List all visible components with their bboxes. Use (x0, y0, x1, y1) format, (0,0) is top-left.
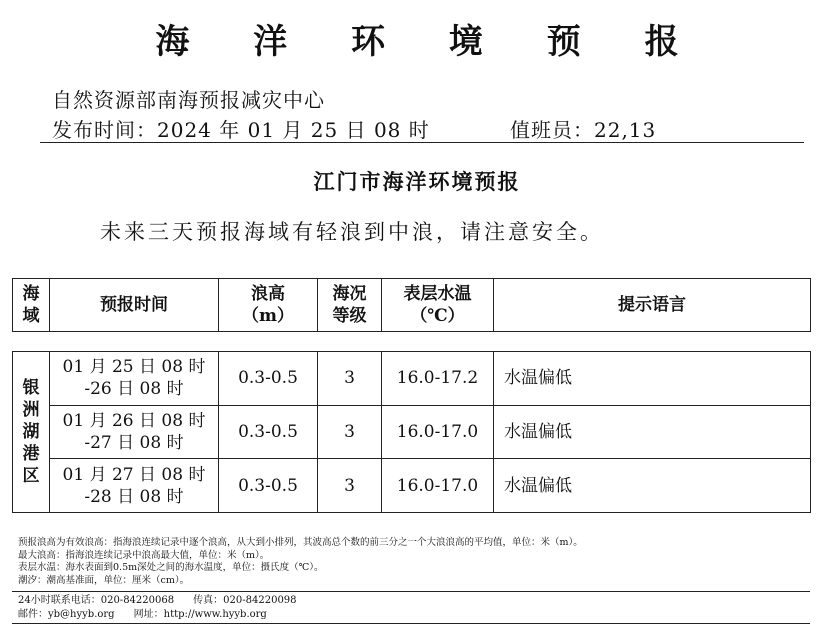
safety-notice: 未来三天预报海域有轻浪到中浪，请注意安全。 (100, 220, 604, 244)
row-sea-state: 3 (318, 459, 382, 513)
row-hint: 水温偏低 (494, 459, 811, 513)
row-wave: 0.3-0.5 (219, 352, 318, 406)
hotline: 24小时联系电话：020-84220068 (18, 595, 175, 606)
row-time: 01 月 25 日 08 时 -26 日 08 时 (50, 352, 219, 406)
header-water-temp: 表层水温 （℃） (382, 279, 494, 332)
header-sea-state: 海况 等级 (318, 279, 382, 332)
table-row (13, 459, 811, 513)
footer-divider-top (12, 591, 810, 592)
footnotes (18, 537, 583, 587)
footnote-max-wave: 最大浪高：指海浪连续记录中浪高最大值，单位：米（m）。 (18, 549, 270, 561)
region-char: 港 (22, 444, 40, 464)
forecast-table-body (12, 351, 811, 513)
region-name (13, 352, 50, 513)
row-temp: 16.0-17.0 (382, 405, 494, 459)
publish-time: 发布时间：2024 年 01 月 25 日 08 时 (52, 118, 430, 142)
row-hint: 水温偏低 (494, 352, 811, 406)
table-row (13, 352, 811, 406)
region-char: 银 (22, 378, 40, 398)
footnote-wave-height: 预报浪高为有效浪高：指海浪连续记录中逐个浪高，从大到小排列，其波高总个数的前三分之一个大浪浪高的平均值，单位：米（m）。 (18, 537, 583, 548)
fax: 传真：020-84220098 (193, 595, 297, 606)
row-wave: 0.3-0.5 (219, 459, 318, 513)
row-sea-state: 3 (318, 405, 382, 459)
forecast-table-header (12, 278, 811, 332)
website-link[interactable]: 网址：http://www.hyyb.org (133, 609, 267, 620)
header-hint: 提示语言 (494, 279, 811, 332)
row-temp: 16.0-17.0 (382, 459, 494, 513)
row-hint: 水温偏低 (494, 405, 811, 459)
header-wave-height: 浪高 （m） (219, 279, 318, 332)
footnote-water-temp: 表层水温：海水表面到0.5m深处之间的海水温度，单位：摄氏度（℃）。 (18, 562, 324, 573)
email-link[interactable]: 邮件：yb@hyyb.org (18, 609, 115, 620)
row-time: 01 月 26 日 08 时 -27 日 08 时 (50, 405, 219, 459)
duty-officer: 值班员：22,13 (510, 118, 657, 142)
table-row (13, 405, 811, 459)
row-wave: 0.3-0.5 (219, 405, 318, 459)
header-region: 海 域 (13, 279, 50, 332)
page-title: 海 洋 环 境 预 报 (155, 22, 705, 62)
row-time: 01 月 27 日 08 时 -28 日 08 时 (50, 459, 219, 513)
row-temp: 16.0-17.2 (382, 352, 494, 406)
region-char: 洲 (22, 400, 40, 420)
header-forecast-time: 预报时间 (50, 279, 219, 332)
report-subtitle: 江门市海洋环境预报 (313, 169, 521, 194)
header-divider (40, 142, 804, 143)
organization-name: 自然资源部南海预报减灾中心 (52, 88, 325, 112)
region-char: 区 (22, 466, 40, 486)
row-sea-state: 3 (318, 352, 382, 406)
region-char: 湖 (22, 422, 40, 442)
footnote-tide: 潮汐：潮高基准面，单位：厘米（cm）。 (18, 574, 190, 586)
footer-divider-bottom (12, 623, 810, 624)
contact-info (18, 594, 297, 622)
